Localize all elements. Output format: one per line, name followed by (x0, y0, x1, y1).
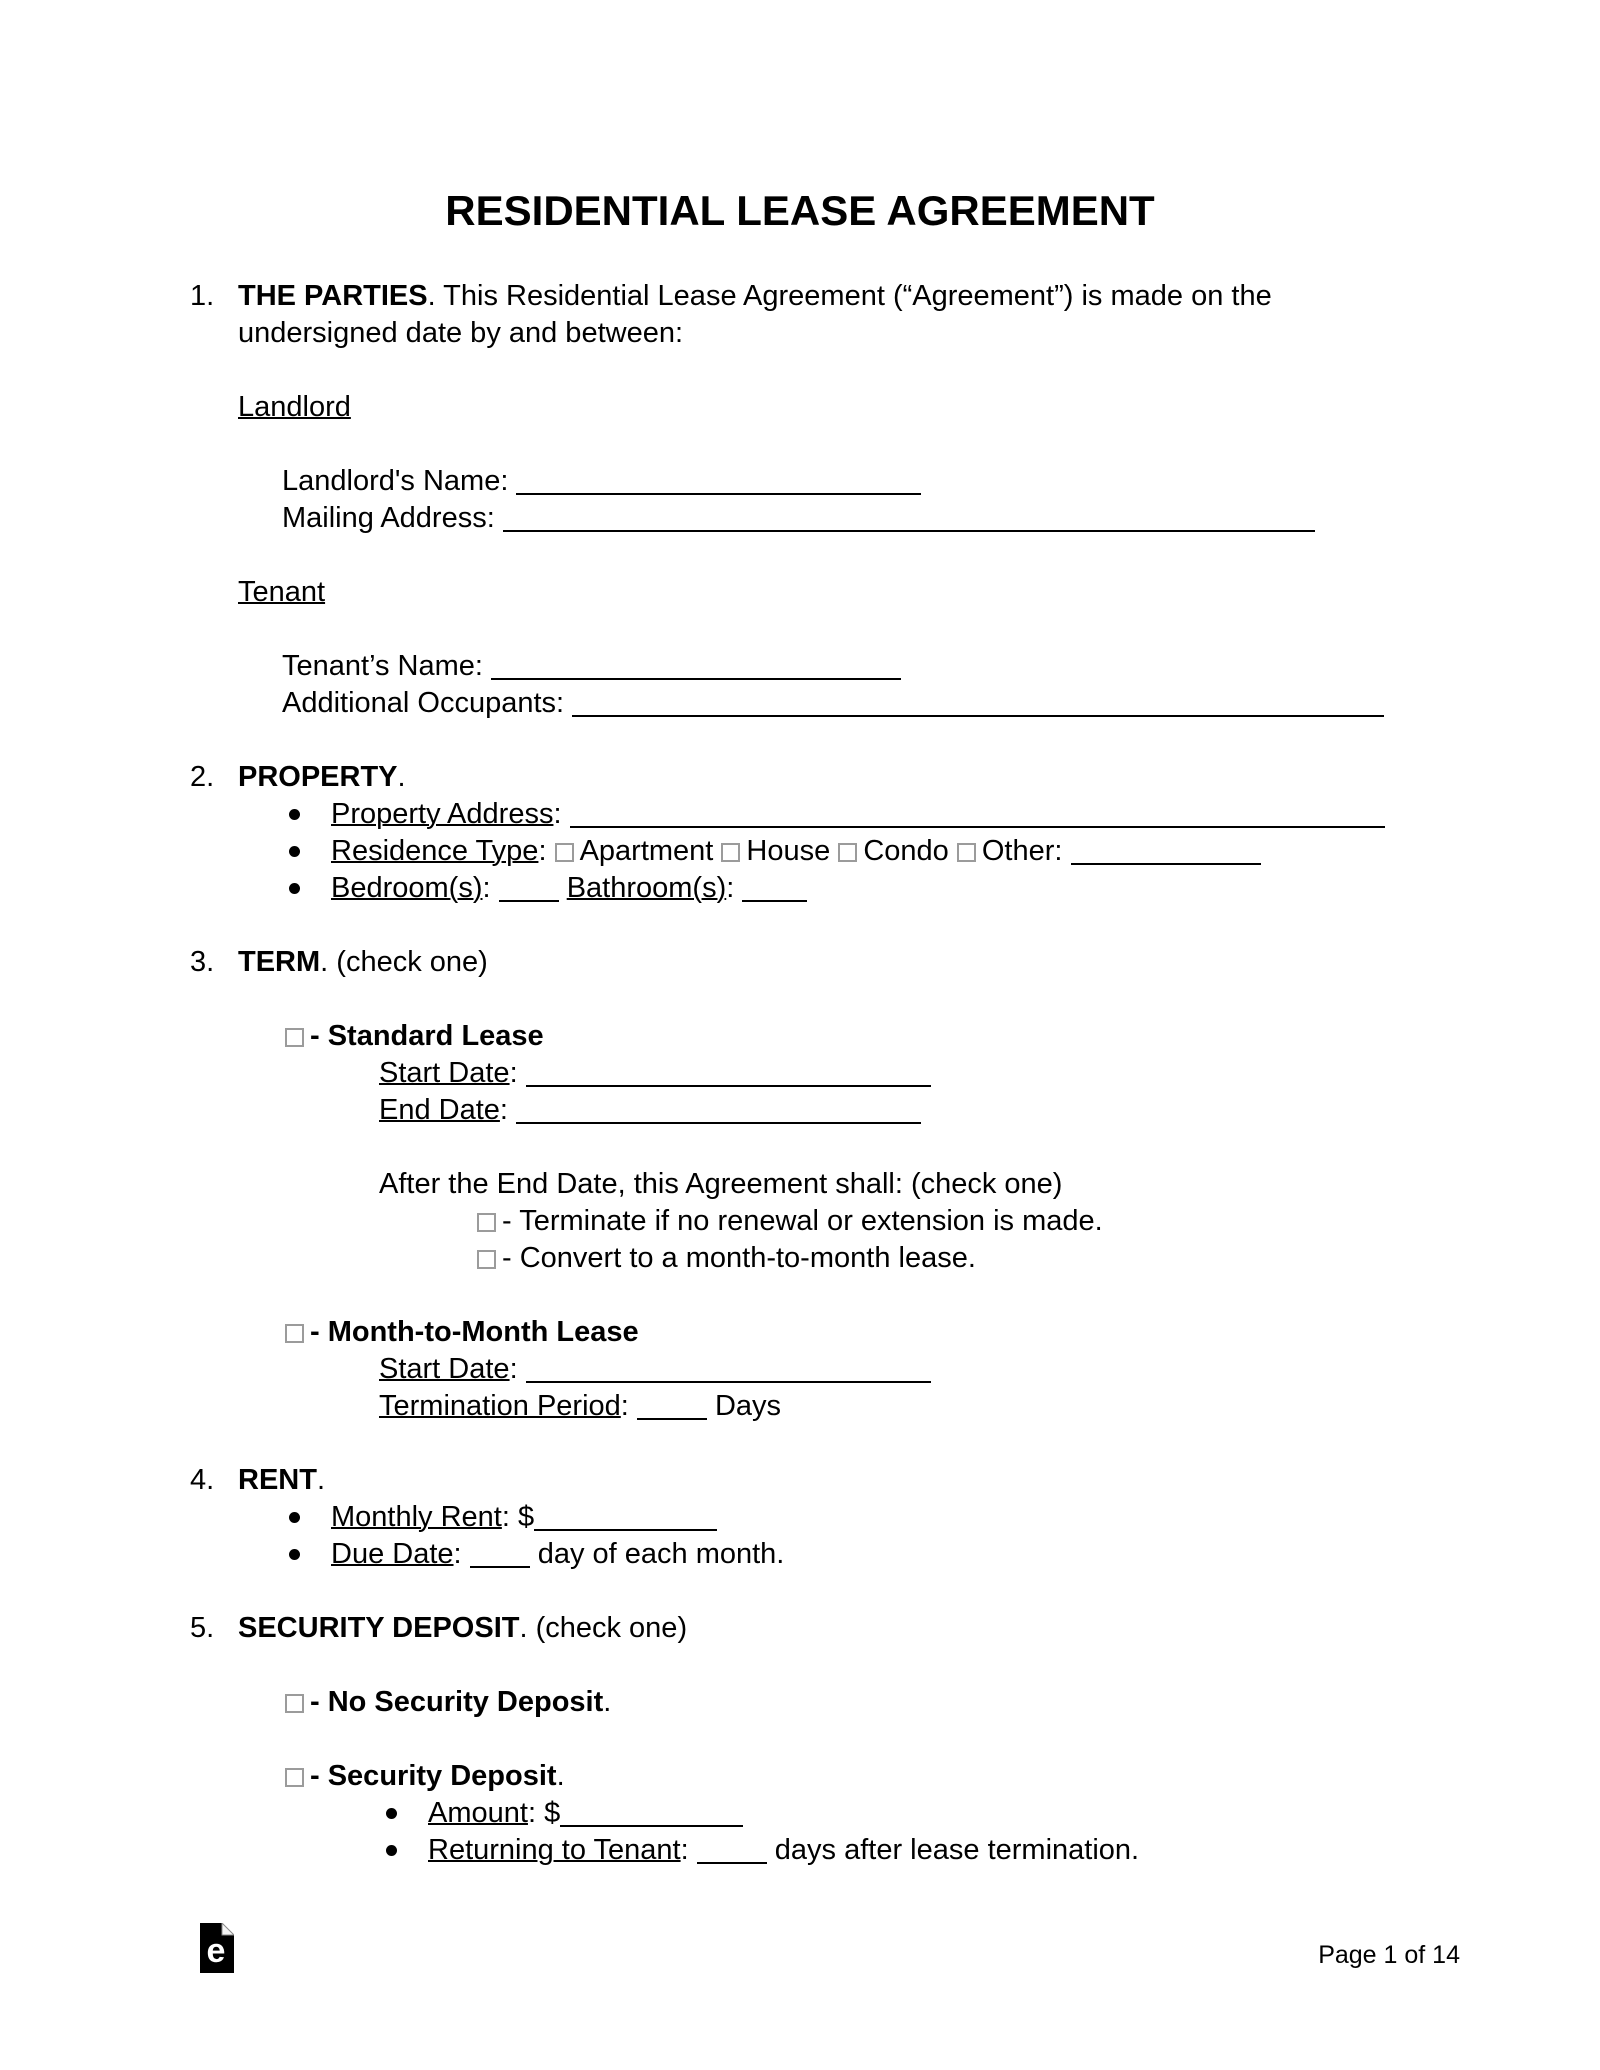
returning-to-tenant-label: Returning to Tenant (428, 1834, 681, 1866)
section-property (190, 759, 1460, 796)
section-3-heading-tail: . (check one) (320, 946, 488, 978)
deposit-amount-row (428, 1795, 743, 1832)
section-term (190, 944, 1460, 981)
colon: : (680, 1834, 689, 1866)
no-security-deposit-row (285, 1684, 1460, 1721)
convert-checkbox[interactable] (477, 1250, 496, 1269)
residence-option-other: Other: (981, 835, 1063, 867)
end-date-label: End Date (379, 1094, 500, 1126)
due-date-item (289, 1536, 1460, 1573)
due-date-label: Due Date (331, 1538, 454, 1570)
terminate-option-row (477, 1203, 1460, 1240)
property-address-label: Property Address (331, 798, 554, 830)
deposit-amount-item (386, 1795, 1460, 1832)
tenant-heading: Tenant (238, 576, 326, 608)
days-suffix: Days (714, 1390, 782, 1422)
additional-occupants-label: Additional Occupants: (282, 687, 565, 719)
tenant-fields (282, 648, 1460, 722)
colon: : (509, 1057, 518, 1089)
section-1-intro-text: . This Residential Lease Agreement (“Agreement”) is made on the undersigned date by and between: (238, 280, 1272, 349)
standard-lease-row (285, 1018, 1460, 1055)
bullet-icon (386, 1808, 397, 1819)
residence-type-checkbox-apartment[interactable] (555, 843, 574, 862)
start-date-label: Start Date (379, 1057, 510, 1089)
bathrooms-label: Bathroom(s) (566, 872, 727, 904)
monthly-rent-row (331, 1499, 717, 1536)
after-end-date-text: After the End Date, this Agreement shall: (check one) (379, 1168, 1063, 1200)
no-security-deposit-label: - No Security Deposit (310, 1686, 604, 1718)
terminate-checkbox[interactable] (477, 1213, 496, 1232)
month-to-month-label: - Month-to-Month Lease (310, 1316, 639, 1348)
residence-type-checkbox-condo[interactable] (838, 843, 857, 862)
section-4-heading-tail: . (316, 1464, 326, 1496)
section-2-heading-tail: . (397, 761, 406, 793)
residence-option-house: House (746, 835, 831, 867)
mailing-address-row (282, 500, 1460, 537)
termination-period-input-line[interactable] (637, 1418, 707, 1420)
section-5-heading: SECURITY DEPOSIT (238, 1612, 520, 1644)
standard-lease-label: - Standard Lease (310, 1020, 544, 1052)
eforms-document-logo-icon (200, 1923, 234, 1973)
currency-symbol: $ (517, 1501, 535, 1533)
terminate-option-label: - Terminate if no renewal or extension is made. (502, 1205, 1103, 1237)
landlord-name-input-line[interactable] (516, 493, 921, 495)
colon: : (499, 1094, 508, 1126)
eforms-logo (200, 1923, 234, 1983)
landlord-name-label: Landlord's Name: (282, 465, 509, 497)
bullet-icon (289, 1512, 300, 1523)
security-deposit-row (285, 1758, 1460, 1795)
due-date-input-line[interactable] (470, 1566, 530, 1568)
page-title: RESIDENTIAL LEASE AGREEMENT (445, 187, 1155, 234)
section-1-intro (238, 278, 1418, 352)
bullet-icon (289, 1549, 300, 1560)
security-deposit-tail: . (556, 1760, 565, 1792)
property-address-item (289, 796, 1460, 833)
section-3-heading: TERM (238, 946, 321, 978)
residence-type-row (331, 833, 1261, 870)
section-2-heading: PROPERTY (238, 761, 398, 793)
tenant-name-label: Tenant’s Name: (282, 650, 483, 682)
residence-type-checkbox-house[interactable] (721, 843, 740, 862)
bedrooms-label: Bedroom(s) (331, 872, 483, 904)
additional-occupants-row (282, 685, 1460, 722)
residence-type-checkbox-other[interactable] (957, 843, 976, 862)
returning-to-tenant-item (386, 1832, 1460, 1869)
standard-lease-checkbox[interactable] (285, 1028, 304, 1047)
eforms-logo-letter: e (206, 1932, 226, 1970)
security-deposit-checkbox[interactable] (285, 1768, 304, 1787)
standard-end-date-input-line[interactable] (516, 1122, 921, 1124)
property-address-row (331, 796, 1385, 833)
landlord-fields (282, 463, 1460, 537)
residence-type-item (289, 833, 1460, 870)
section-5-number: 5. (190, 1612, 215, 1644)
tenant-name-row (282, 648, 1460, 685)
no-security-deposit-checkbox[interactable] (285, 1694, 304, 1713)
document-body (190, 278, 1460, 1869)
colon: : (509, 1353, 518, 1385)
monthly-rent-item (289, 1499, 1460, 1536)
bullet-icon (289, 809, 300, 820)
tenant-name-input-line[interactable] (491, 678, 901, 680)
additional-occupants-input-line[interactable] (572, 715, 1384, 717)
due-date-row (331, 1536, 784, 1573)
colon: : (538, 835, 547, 867)
mailing-address-input-line[interactable] (503, 530, 1315, 532)
landlord-block-heading (238, 389, 1460, 426)
convert-option-row (477, 1240, 1460, 1277)
termination-period-row (379, 1388, 1460, 1425)
mailing-address-label: Mailing Address: (282, 502, 495, 534)
standard-start-date-input-line[interactable] (526, 1085, 931, 1087)
standard-end-date-row (379, 1092, 1460, 1129)
section-3-number: 3. (190, 946, 215, 978)
amount-label: Amount (428, 1797, 528, 1829)
bedrooms-bathrooms-row (331, 870, 807, 907)
section-2-number: 2. (190, 761, 215, 793)
section-2-heading-row (238, 759, 1460, 796)
section-5-heading-tail: . (check one) (519, 1612, 688, 1644)
residence-type-label: Residence Type (331, 835, 539, 867)
security-deposit-label: - Security Deposit (310, 1760, 557, 1792)
currency-symbol: $ (544, 1797, 561, 1829)
bullet-icon (289, 846, 300, 857)
returning-days-input-line[interactable] (697, 1862, 767, 1864)
section-the-parties (190, 278, 1460, 352)
page-number: Page 1 of 14 (1318, 1941, 1460, 1969)
monthly-rent-label: Monthly Rent (331, 1501, 502, 1533)
deposit-amount-input-line[interactable] (560, 1825, 743, 1827)
termination-period-label: Termination Period (379, 1390, 621, 1422)
section-rent (190, 1462, 1460, 1499)
section-1-number: 1. (190, 280, 215, 312)
colon: : (453, 1538, 462, 1570)
bedrooms-bathrooms-item (289, 870, 1460, 907)
returning-suffix: days after lease termination. (774, 1834, 1140, 1866)
bathrooms-input-line[interactable] (742, 900, 807, 902)
no-security-deposit-tail: . (603, 1686, 612, 1718)
bedrooms-input-line[interactable] (499, 900, 559, 902)
mtm-start-date-label: Start Date (379, 1353, 510, 1385)
colon: : (553, 798, 562, 830)
colon: : (527, 1797, 537, 1829)
section-4-number: 4. (190, 1464, 215, 1496)
section-4-heading-row (238, 1462, 1460, 1499)
tenant-block-heading (238, 574, 1460, 611)
convert-option-label: - Convert to a month-to-month lease. (502, 1242, 976, 1274)
section-3-heading-row (238, 944, 1460, 981)
section-4-heading: RENT (238, 1464, 317, 1496)
section-5-heading-row (238, 1610, 1460, 1647)
returning-to-tenant-row (428, 1832, 1139, 1869)
section-security-deposit (190, 1610, 1460, 1647)
landlord-heading: Landlord (238, 391, 351, 423)
due-date-suffix: day of each month. (537, 1538, 785, 1570)
section-1-heading: THE PARTIES (238, 280, 428, 312)
month-to-month-checkbox[interactable] (285, 1324, 304, 1343)
landlord-name-row (282, 463, 1460, 500)
residence-option-condo: Condo (863, 835, 949, 867)
month-to-month-row (285, 1314, 1460, 1351)
colon: : (482, 872, 491, 904)
colon: : (726, 872, 735, 904)
colon: : (501, 1501, 510, 1533)
monthly-rent-input-line[interactable] (534, 1529, 717, 1531)
bullet-icon (386, 1845, 397, 1856)
mtm-start-date-row (379, 1351, 1460, 1388)
property-address-input-line[interactable] (570, 826, 1385, 828)
bullet-icon (289, 883, 300, 894)
mtm-start-date-input-line[interactable] (526, 1381, 931, 1383)
standard-start-date-row (379, 1055, 1460, 1092)
colon: : (620, 1390, 629, 1422)
residence-other-input-line[interactable] (1071, 863, 1261, 865)
residence-option-apartment: Apartment (579, 835, 714, 867)
